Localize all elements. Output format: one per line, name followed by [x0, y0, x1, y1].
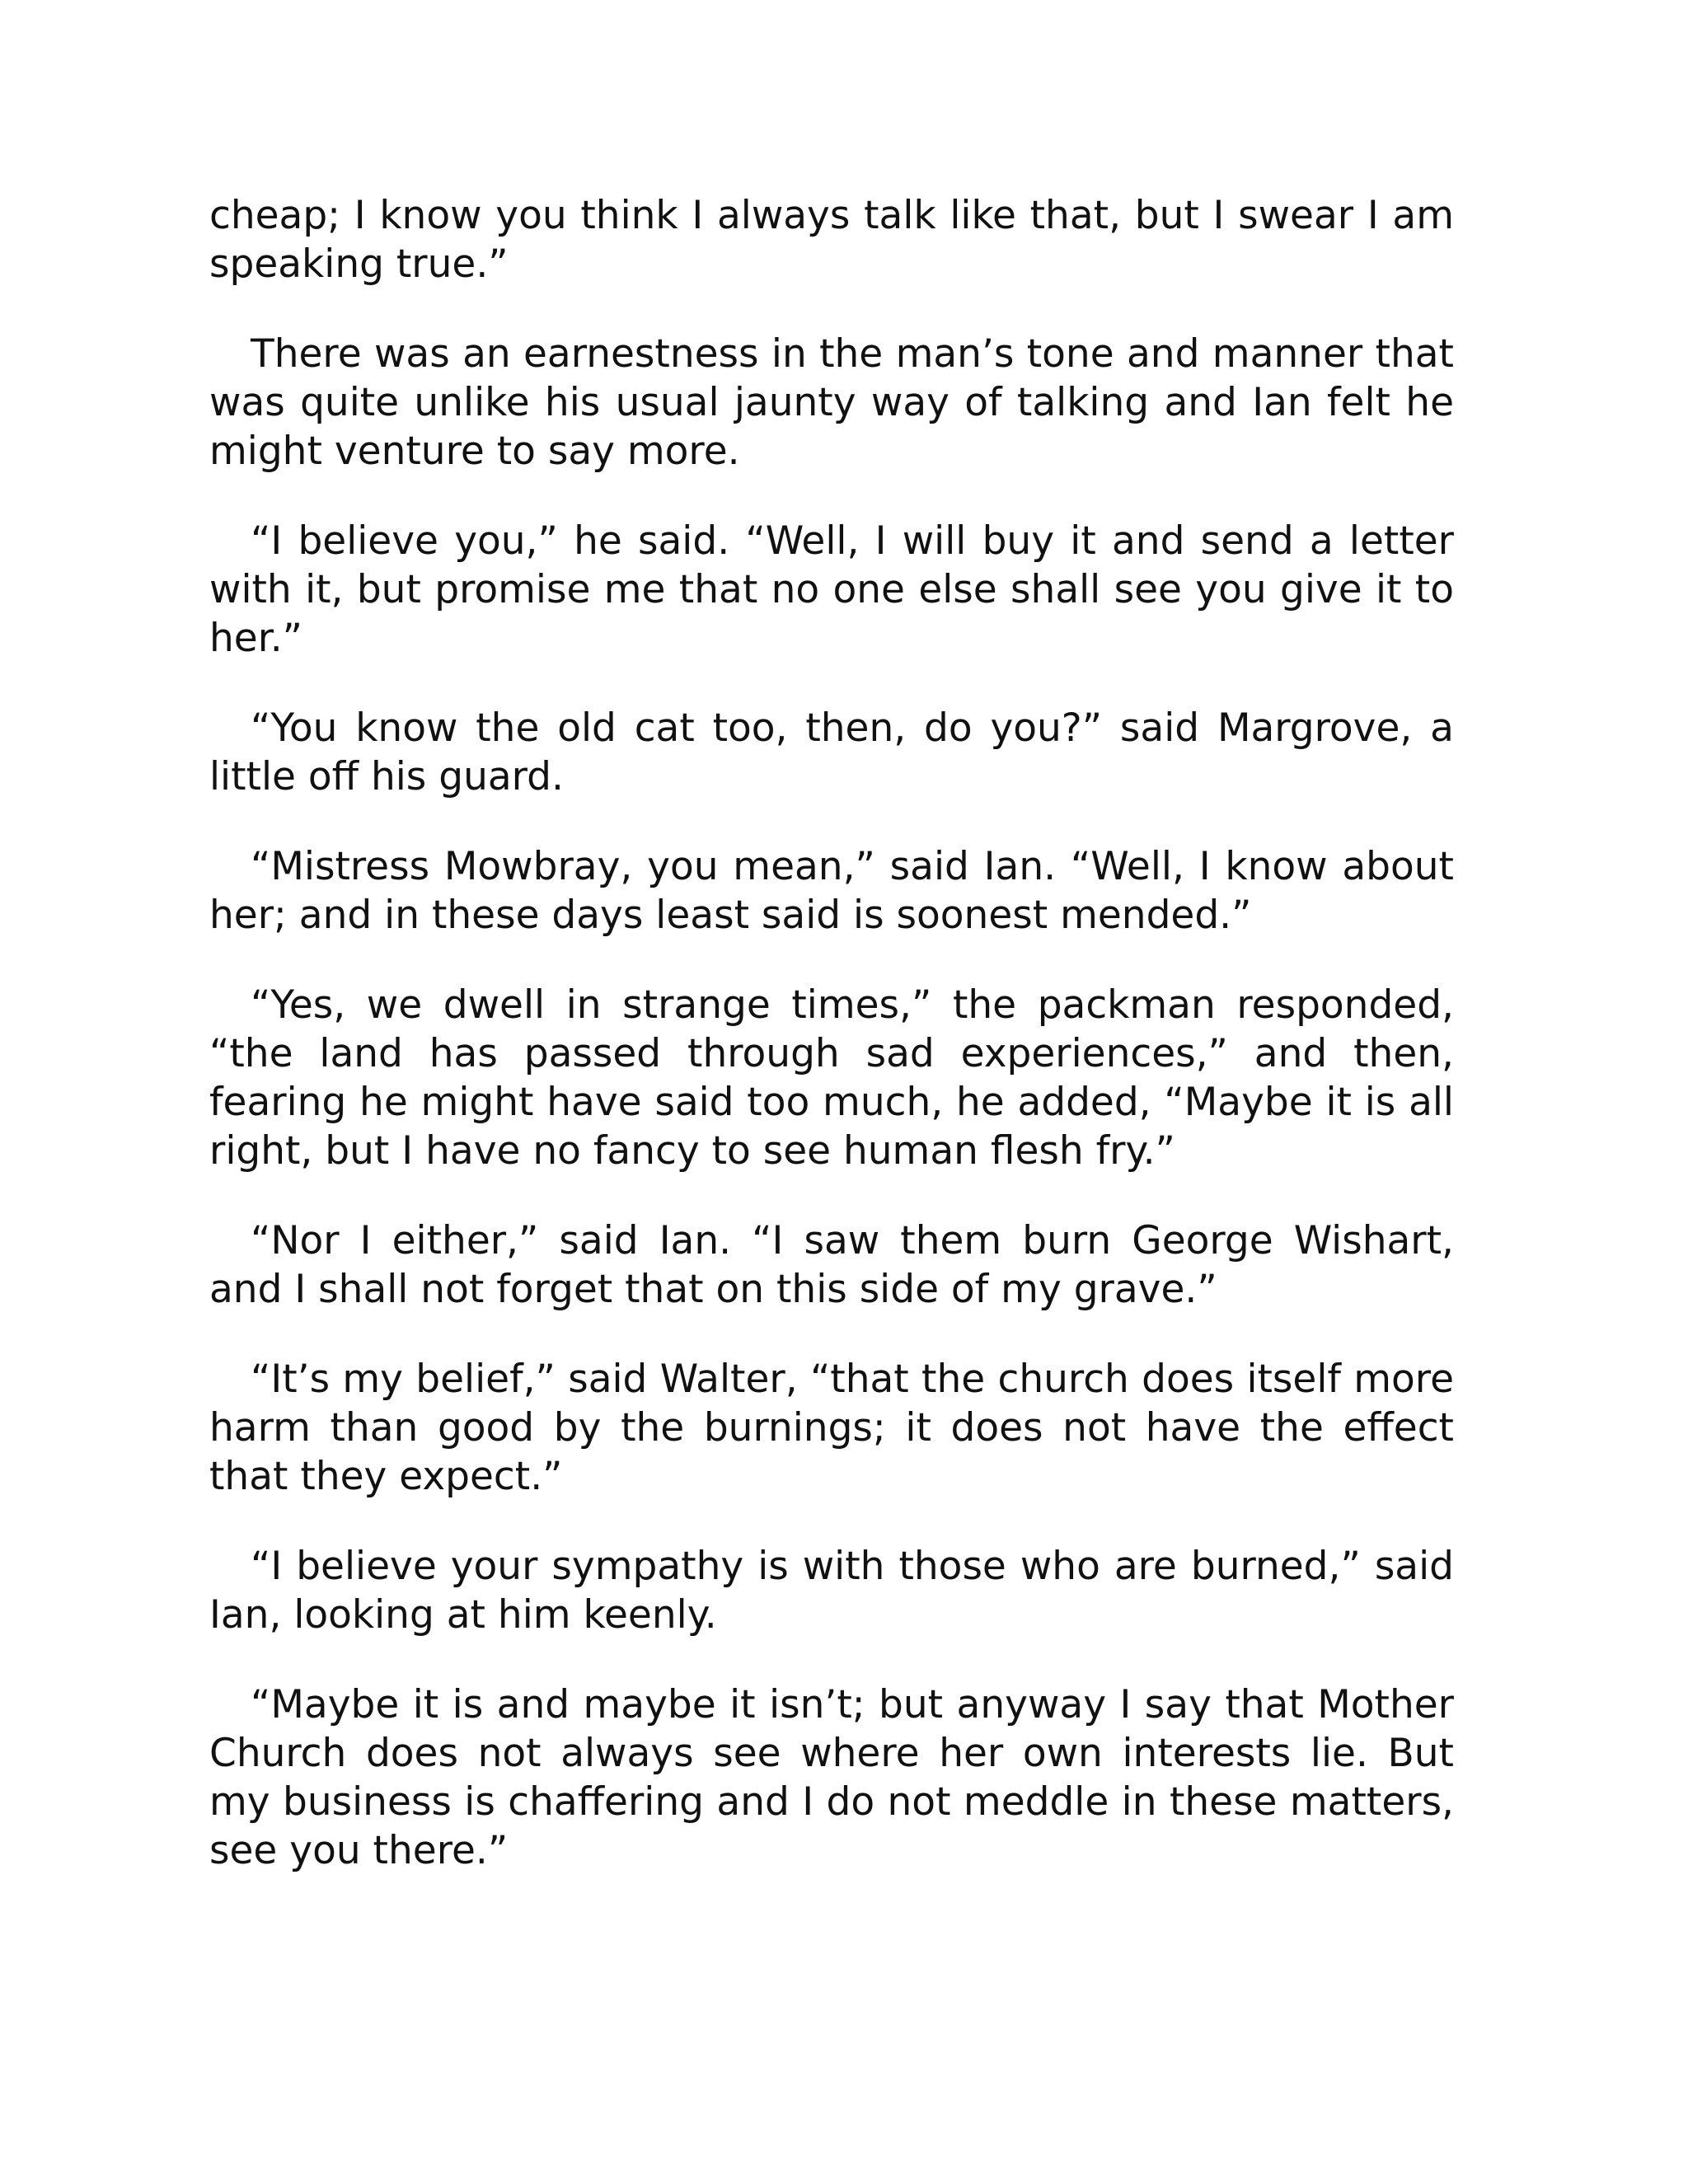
- paragraph-3: “I believe you,” he said. “Well, I will buy it and send a letter with it, but promise me that no one else shall see you give it to her.”: [209, 518, 1454, 661]
- paragraph-1: cheap; I know you think I always talk like that, but I swear I am speaking true.”: [209, 193, 1454, 287]
- paragraph-8: “It’s my belief,” said Walter, “that the church does itself more harm than good by the burnings; it does not have the effect that they expect.”: [209, 1357, 1454, 1499]
- paragraph-4: “You know the old cat too, then, do you?” said Margrove, a little off his guard.: [209, 705, 1454, 799]
- paragraph-10: “Maybe it is and maybe it isn’t; but anyway I say that Mother Church does not always see where her own interests lie. But my business is chaffering and I do not meddle in these matters, see you there.”: [209, 1682, 1454, 1873]
- paragraph-9: “I believe your sympathy is with those who are burned,” said Ian, looking at him keenly.: [209, 1544, 1454, 1638]
- paragraph-2: There was an earnestness in the man’s tone and manner that was quite unlike his usual jaunty way of talking and Ian felt he might venture to say more.: [209, 331, 1454, 474]
- paragraph-7: “Nor I either,” said Ian. “I saw them burn George Wishart, and I shall not forget that on this side of my grave.”: [209, 1218, 1454, 1312]
- paragraph-5: “Mistress Mowbray, you mean,” said Ian. “Well, I know about her; and in these days least said is soonest mended.”: [209, 844, 1454, 938]
- document-page: [209, 191, 1454, 1916]
- paragraph-6: “Yes, we dwell in strange times,” the packman responded, “the land has passed through sad experiences,” and then, fearing he might have said too much, he added, “Maybe it is all right, but I have no fancy to see human flesh fry.”: [209, 982, 1454, 1174]
